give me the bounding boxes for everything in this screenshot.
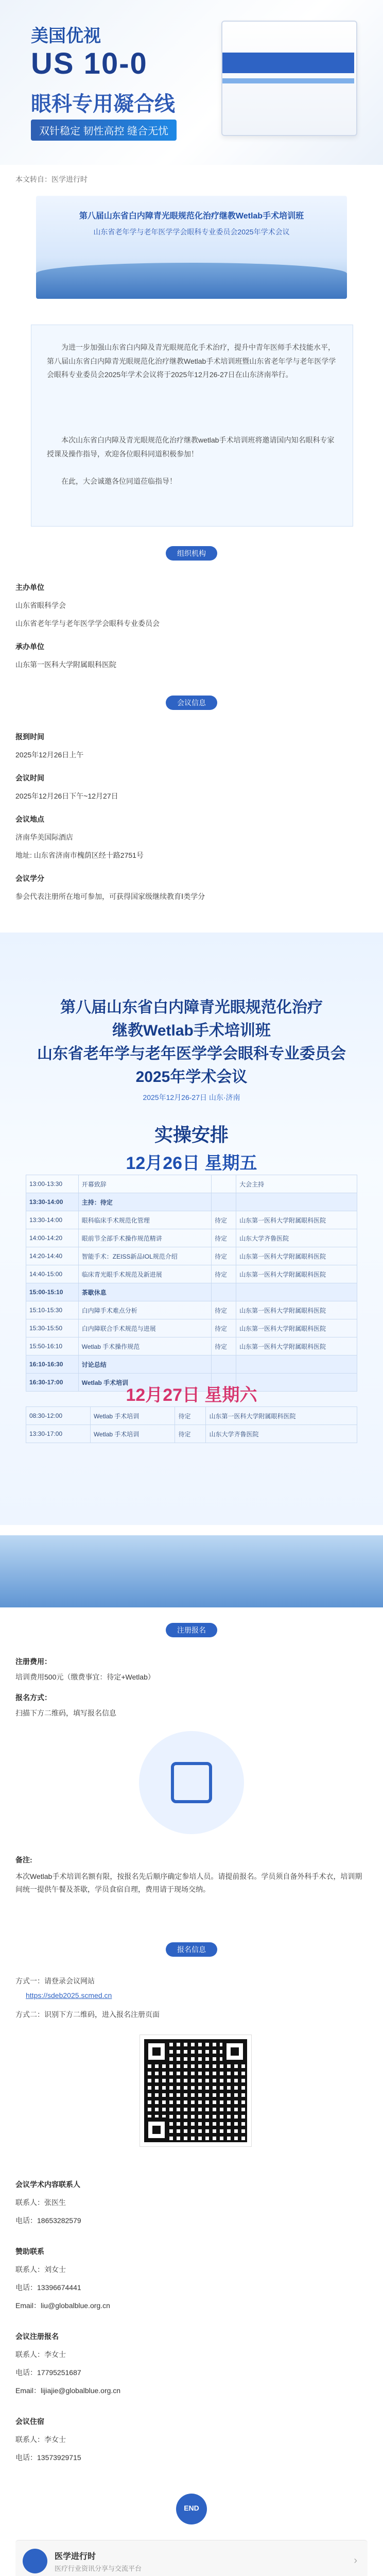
account-desc: 医疗行业资讯分享与交流平台 <box>55 2565 142 2572</box>
product-banner <box>0 0 383 165</box>
schedule-cell-speaker: 待定 <box>212 1211 236 1229</box>
schedule-cell-topic: 眼前节全部手术操作规范精讲 <box>78 1229 211 1247</box>
schedule-cell-time: 15:00-15:10 <box>26 1283 79 1301</box>
host-1: 山东省眼科学会 <box>15 601 66 609</box>
product-model: US 10-0 <box>31 47 148 80</box>
regc-phone: 电话：17795251687 <box>15 2368 81 2377</box>
schedule-cell-speaker: 待定 <box>212 1319 236 1337</box>
schedule-cell-topic: 开幕致辞 <box>78 1175 211 1193</box>
schedule-cell-host: 山东第一医科大学附属眼科医院 <box>206 1407 357 1425</box>
fee-label: 注册费用： <box>15 1657 51 1666</box>
contact-way1: 方式一：请登录会议网站 <box>15 1977 95 1985</box>
report-value: 2025年12月26日上午 <box>15 751 84 759</box>
regc-label: 会议注册报名 <box>15 2332 59 2341</box>
account-card[interactable] <box>15 2540 368 2576</box>
poster-title-4: 2025年学术会议 <box>135 1069 248 1086</box>
schedule-cell-topic: Wetlab 手术操作规范 <box>78 1337 211 1355</box>
table-row <box>26 1193 357 1211</box>
poster-title-1: 第八届山东省白内障青光眼规范化治疗 <box>60 999 323 1016</box>
credit-label: 会议学分 <box>15 874 44 883</box>
schedule-cell-host: 山东大学齐鲁医院 <box>236 1229 357 1247</box>
table-row <box>26 1301 357 1319</box>
account-avatar <box>23 2549 47 2573</box>
method-label: 报名方式： <box>15 1693 51 1702</box>
schedule-cell-topic: 白内障手术难点分析 <box>78 1301 211 1319</box>
co-1: 山东第一医科大学附属眼科医院 <box>15 660 116 669</box>
schedule-cell-topic: 讨论总结 <box>78 1355 211 1374</box>
table-row <box>26 1425 357 1443</box>
poster-title-3: 山东省老年学与老年医学学会眼科专业委员会 <box>37 1045 346 1062</box>
schedule-cell-speaker <box>212 1355 236 1374</box>
meeting-label: 会议时间 <box>15 774 44 782</box>
schedule-cell-time: 16:10-16:30 <box>26 1355 79 1374</box>
schedule-cell-time: 13:30-17:00 <box>26 1425 91 1443</box>
schedule-cell-host <box>236 1355 357 1374</box>
schedule-cell-host: 山东第一医科大学附属眼科医院 <box>236 1247 357 1265</box>
poster-title-2: 继教Wetlab手术培训班 <box>112 1022 271 1039</box>
schedule-cell-time: 14:00-14:20 <box>26 1229 79 1247</box>
schedule-cell-time: 13:30-14:00 <box>26 1211 79 1229</box>
host-label: 主办单位 <box>15 583 44 591</box>
sponsor-phone: 电话：13396674441 <box>15 2283 81 2292</box>
table-row <box>26 1319 357 1337</box>
day1-title: 12月26日 星期五 <box>126 1154 257 1173</box>
schedule-cell-time: 08:30-12:00 <box>26 1407 91 1425</box>
fee-value: 培训费用500元（缴费事宜：待定+Wetlab） <box>15 1673 155 1681</box>
schedule-cell-time: 15:10-15:30 <box>26 1301 79 1319</box>
note-label: 备注: <box>15 1856 32 1864</box>
intro-box <box>31 325 353 527</box>
co-label: 承办单位 <box>15 642 44 651</box>
address-value: 地址: 山东省济南市槐荫区经十路2751号 <box>15 851 144 859</box>
product-tagline: 双针稳定 韧性高控 缝合无忧 <box>31 120 177 141</box>
schedule-poster <box>0 933 383 1525</box>
contact-badge: 报名信息 <box>166 1942 217 1957</box>
schedule-cell-speaker: 待定 <box>175 1407 206 1425</box>
venue-label: 会议地点 <box>15 815 44 823</box>
report-label: 报到时间 <box>15 733 44 741</box>
sponsor-email: Email：liu@globalblue.org.cn <box>15 2301 110 2310</box>
source-line: 本文转自：医学进行时 <box>15 175 88 183</box>
product-brand: 美国优视 <box>31 26 101 46</box>
event-banner <box>36 196 347 299</box>
table-row <box>26 1229 357 1247</box>
product-box-stripe-2 <box>222 78 354 83</box>
table-row <box>26 1247 357 1265</box>
schedule-cell-host <box>236 1283 357 1301</box>
meeting-value: 2025年12月26日下午~12月27日 <box>15 792 118 800</box>
schedule-cell-host: 山东第一医科大学附属眼科医院 <box>236 1301 357 1319</box>
table-row <box>26 1265 357 1283</box>
schedule-cell-host <box>236 1193 357 1211</box>
schedule-cell-topic: 主持：待定 <box>78 1193 211 1211</box>
schedule-cell-time: 15:30-15:50 <box>26 1319 79 1337</box>
schedule-cell-speaker <box>212 1283 236 1301</box>
event-banner-title: 第八届山东省白内障青光眼规范化治疗继教Wetlab手术培训班 <box>79 212 304 221</box>
schedule-cell-speaker: 待定 <box>212 1229 236 1247</box>
note-value: 本次Wetlab手术培训名额有限，按报名先后顺序确定参培人员。请提前报名。学员须自备外科手术衣，培训期间统一提供午餐及茶歇，学员食宿自理，费用请于现场交纳。 <box>15 1872 362 1894</box>
end-mark: END <box>184 2504 199 2512</box>
org-badge: 组织机构 <box>166 546 217 561</box>
reg-qr-illustration[interactable] <box>139 1731 244 1834</box>
table-row <box>26 1283 357 1301</box>
day2-table-wrap <box>26 1406 357 1443</box>
product-box-image <box>221 21 357 136</box>
hotel-label: 会议住宿 <box>15 2417 44 2426</box>
sponsor-person: 联系人：刘女士 <box>15 2265 66 2274</box>
schedule-cell-topic: Wetlab 手术培训 <box>90 1407 175 1425</box>
schedule-cell-topic: Wetlab 手术培训 <box>78 1374 211 1392</box>
table-row <box>26 1211 357 1229</box>
method-value: 扫描下方二维码，填写报名信息 <box>15 1709 116 1717</box>
credit-value: 参会代表注册所在地可参加，可获得国家级继续教育Ⅰ类学分 <box>15 892 205 901</box>
sponsor-label: 赞助联系 <box>15 2247 44 2256</box>
table-row <box>26 1407 357 1425</box>
day2-table <box>26 1406 357 1443</box>
product-box-stripe <box>222 53 354 73</box>
intro-p2: 本次山东省白内障及青光眼规范化治疗继教wetlab手术培训班将邀请国内知名眼科专家授课及操作指导，欢迎各位眼科同道积极参加！ <box>47 436 335 458</box>
intro-p1: 为进一步加强山东省白内障及青光眼规范化手术治疗，提升中青年医师手术技能水平，第八届山东省白内障青光眼规范化治疗继教Wetlab手术培训班暨山东省老年学与老年医学学会眼科专业委员会2025年学术会议将于2025年12月26-27日在山东济南举行。 <box>47 343 336 379</box>
schedule-cell-speaker: 待定 <box>212 1265 236 1283</box>
schedule-cell-host: 山东第一医科大学附属眼科医院 <box>236 1319 357 1337</box>
schedule-cell-host: 大会主持 <box>236 1175 357 1193</box>
schedule-cell-speaker: 待定 <box>212 1247 236 1265</box>
day1-table <box>26 1175 357 1392</box>
host-2: 山东省老年学与老年医学学会眼科专业委员会 <box>15 619 160 628</box>
table-row <box>26 1337 357 1355</box>
day1-table-wrap <box>26 1175 357 1392</box>
schedule-cell-speaker: 待定 <box>175 1425 206 1443</box>
schedule-cell-time: 14:40-15:00 <box>26 1265 79 1283</box>
schedule-cell-time: 16:30-17:00 <box>26 1374 79 1392</box>
qr-finder-bl <box>144 2117 169 2142</box>
schedule-cell-host: 山东大学齐鲁医院 <box>206 1425 357 1443</box>
registration-qr-code[interactable] <box>140 2035 251 2146</box>
event-banner-subtitle: 山东省老年学与老年医学学会眼科专业委员会2025年学术会议 <box>93 228 290 236</box>
table-row <box>26 1175 357 1193</box>
assoc-phone: 电话：18653282579 <box>15 2216 81 2225</box>
schedule-cell-host: 山东第一医科大学附属眼科医院 <box>236 1265 357 1283</box>
table-row <box>26 1355 357 1374</box>
schedule-cell-topic: 眼科临床手术规范化管理 <box>78 1211 211 1229</box>
qr-finder-tr <box>222 2039 247 2064</box>
day2-title: 12月27日 星期六 <box>126 1385 257 1405</box>
venue-value: 济南华美国际酒店 <box>15 833 73 841</box>
banner-hills <box>36 263 347 299</box>
schedule-cell-time: 13:00-13:30 <box>26 1175 79 1193</box>
schedule-cell-topic: Wetlab 手术培训 <box>90 1425 175 1443</box>
poster-date-place: 2025年12月26-27日 山东·济南 <box>143 1093 240 1101</box>
account-name: 医学进行时 <box>55 2552 96 2561</box>
schedule-cell-topic: 茶歇休息 <box>78 1283 211 1301</box>
contact-url[interactable]: https://sdeb2025.scmed.cn <box>26 1991 112 1999</box>
intro-p3: 在此，大会诚邀各位同道莅临指导！ <box>61 477 177 485</box>
schedule-cell-speaker: 待定 <box>212 1337 236 1355</box>
scenic-strip <box>0 1535 383 1607</box>
product-subtitle: 眼科专用凝合线 <box>31 93 175 115</box>
regc-person: 联系人：李女士 <box>15 2350 66 2359</box>
hotel-phone: 电话：13573929715 <box>15 2453 81 2462</box>
schedule-cell-speaker <box>212 1193 236 1211</box>
schedule-cell-topic: 白内障联合手术规范与进展 <box>78 1319 211 1337</box>
schedule-cell-host: 山东第一医科大学附属眼科医院 <box>236 1337 357 1355</box>
chevron-right-icon: › <box>354 2555 357 2566</box>
schedule-cell-host: 山东第一医科大学附属眼科医院 <box>236 1211 357 1229</box>
schedule-cell-speaker <box>212 1175 236 1193</box>
assoc-label: 会议学术内容联系人 <box>15 2180 80 2189</box>
schedule-cell-time: 15:50-16:10 <box>26 1337 79 1355</box>
schedule-cell-time: 14:20-14:40 <box>26 1247 79 1265</box>
contact-way2: 方式二：识别下方二维码，进入报名注册页面 <box>15 2010 160 2019</box>
hotel-person: 联系人：李女士 <box>15 2435 66 2444</box>
reg-qr-icon <box>171 1762 212 1803</box>
time-badge: 会议信息 <box>166 696 217 710</box>
assoc-person: 联系人：张医生 <box>15 2198 66 2207</box>
schedule-cell-topic: 临床青光眼手术规范及新进展 <box>78 1265 211 1283</box>
regc-email: Email：lijiajie@globalblue.org.cn <box>15 2386 121 2395</box>
schedule-cell-topic: 智能手术：ZEISS新品IOL规范介绍 <box>78 1247 211 1265</box>
schedule-title: 实操安排 <box>154 1124 229 1145</box>
qr-finder-tl <box>144 2039 169 2064</box>
reg-badge: 注册报名 <box>166 1623 217 1637</box>
schedule-cell-speaker: 待定 <box>212 1301 236 1319</box>
schedule-cell-time: 13:30-14:00 <box>26 1193 79 1211</box>
